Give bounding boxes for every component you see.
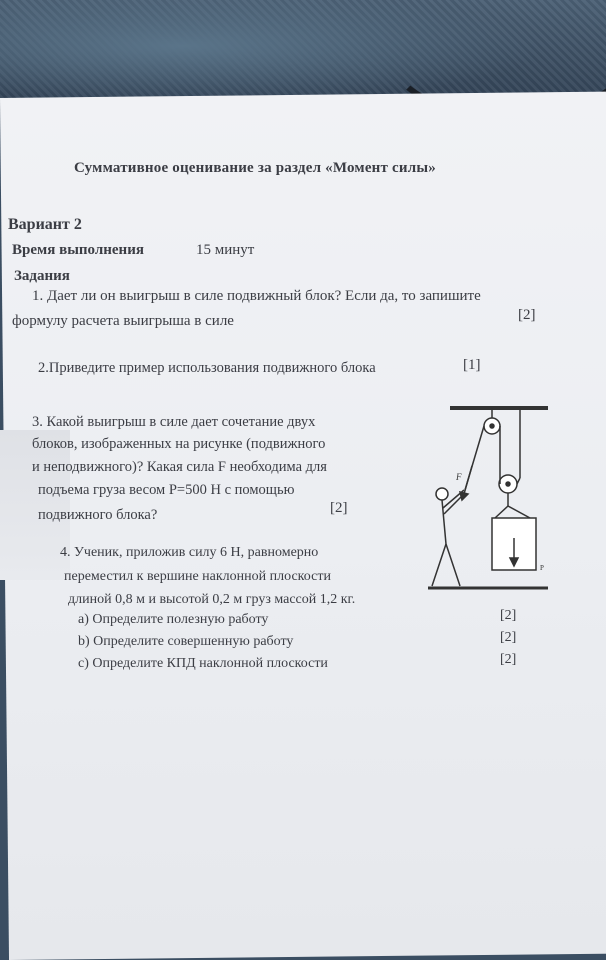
time-label: Время выполнения (12, 242, 144, 258)
force-arrow (464, 466, 472, 494)
question-1-points: [2] (518, 307, 536, 323)
question-4-item-c-points: [2] (500, 652, 517, 667)
tasks-heading: Задания (14, 268, 70, 284)
pulley-figure (420, 398, 550, 598)
page-title: Суммативное оценивание за раздел «Момент силы» (74, 160, 436, 176)
question-4-line-2: переместил к вершине наклонной плоскости (64, 569, 331, 584)
question-4-item-a-points: [2] (500, 608, 517, 623)
question-3-line-3: и неподвижного)? Какая сила F необходима для (32, 459, 327, 475)
question-4-item-c: c) Определите КПД наклонной плоскости (78, 656, 328, 671)
question-4-line-3: длиной 0,8 м и высотой 0,2 м груз массой 1,2 кг. (68, 592, 356, 607)
question-4-item-b-points: [2] (500, 630, 517, 645)
question-4-line-1: 4. Ученик, приложив силу 6 Н, равномерно (60, 545, 319, 560)
question-3-line-2: блоков, изображенных на рисунке (подвижного (32, 436, 326, 452)
variant-label: Вариант 2 (8, 216, 82, 233)
question-4-item-a: a) Определите полезную работу (78, 612, 269, 627)
question-3-line-5: подвижного блока? (38, 507, 158, 523)
question-4-item-b: b) Определите совершенную работу (78, 634, 294, 649)
person-leg-left (432, 544, 446, 586)
question-2-text: 2.Приведите пример использования подвижного блока (38, 360, 376, 376)
question-3-line-4: подъема груза весом P=500 Н с помощью (38, 482, 295, 498)
force-label: F (456, 472, 462, 482)
question-1-line-1: 1. Дает ли он выигрыш в силе подвижный блок? Если да, то запишите (32, 288, 481, 304)
rope-right (517, 478, 520, 484)
weight-label: P (540, 564, 544, 572)
question-3-line-1: 3. Какой выигрыш в силе дает сочетание двух (32, 414, 316, 430)
person-leg-right (446, 544, 460, 586)
question-3-points: [2] (330, 500, 348, 516)
question-1-line-2: формулу расчета выигрыша в силе (12, 313, 234, 329)
time-value: 15 минут (196, 242, 255, 258)
person-head (436, 488, 448, 500)
question-2-points: [1] (463, 357, 481, 373)
